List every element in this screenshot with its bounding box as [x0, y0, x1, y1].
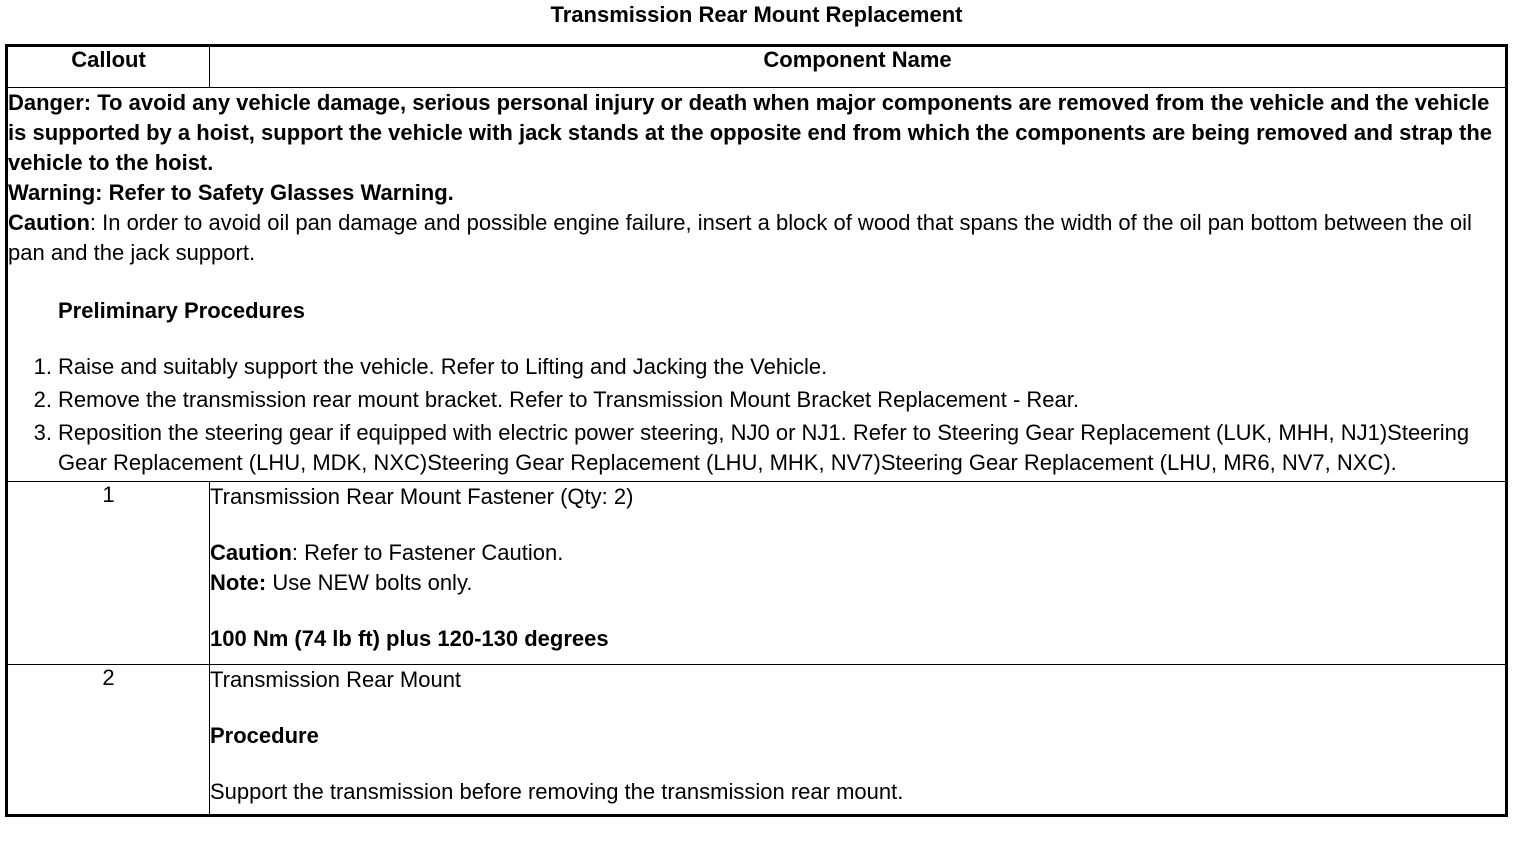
- preliminary-steps-list: [8, 352, 1505, 478]
- torque-spec: 100 Nm (74 lb ft) plus 120-130 degrees: [210, 626, 609, 651]
- list-item: [8, 418, 1505, 478]
- step-text: Reposition the steering gear if equipped with electric power steering, NJ0 or NJ1. Refer to Steering Gear Replacement (LUK, MHH, NJ1)Steering Gear Replacement (LHU, MDK, NXC)Steering Gear Replacement (LHU, MHK, NV7)Steering Gear Replacement (LHU, MR6, NV7, NXC).: [58, 420, 1470, 475]
- procedure-heading: Procedure: [210, 723, 319, 748]
- table-header-row: [7, 46, 1507, 88]
- note-notice: [210, 568, 1505, 598]
- step-text: Remove the transmission rear mount bracket. Refer to Transmission Mount Bracket Replacement - Rear.: [58, 387, 1079, 412]
- component-name: Transmission Rear Mount: [210, 667, 462, 692]
- list-item: [8, 352, 1505, 382]
- intro-cell: [7, 88, 1507, 482]
- caution-notice: [8, 208, 1505, 268]
- component-cell: [210, 665, 1507, 816]
- caution-text: : In order to avoid oil pan damage and possible engine failure, insert a block of wood that spans the width of the oil pan bottom between the oil pan and the jack support.: [8, 210, 1472, 265]
- procedure-text: Support the transmission before removing the transmission rear mount.: [210, 779, 904, 804]
- table-row: [7, 665, 1507, 816]
- step-number: 2.: [33, 387, 52, 412]
- warning-notice: Warning: Refer to Safety Glasses Warning.: [8, 180, 454, 205]
- note-label: Note:: [210, 570, 267, 595]
- page-title: Transmission Rear Mount Replacement: [550, 2, 963, 27]
- table-row: [7, 482, 1507, 665]
- callout-number: 2: [7, 665, 210, 816]
- caution-label: Caution: [8, 210, 90, 235]
- list-item: [8, 385, 1505, 415]
- danger-notice: Danger: To avoid any vehicle damage, serious personal injury or death when major components are removed from the vehicle and the vehicle is supported by a hoist, support the vehicle with jack stands at the opposite end from which the components are being removed and strap the vehicle to the hoist.: [8, 90, 1493, 175]
- intro-row: [7, 88, 1507, 482]
- step-number: 1.: [33, 354, 52, 379]
- caution-notice: [210, 538, 1505, 568]
- component-cell: [210, 482, 1507, 665]
- component-name: Transmission Rear Mount Fastener (Qty: 2): [210, 484, 634, 509]
- preliminary-procedures-heading: Preliminary Procedures: [58, 298, 306, 323]
- caution-label: Caution: [210, 540, 292, 565]
- callout-number: 1: [7, 482, 210, 665]
- step-number: 3.: [33, 420, 52, 445]
- component-name-column-header: Component Name: [210, 46, 1507, 88]
- callout-column-header: Callout: [7, 46, 210, 88]
- note-text: Use NEW bolts only.: [266, 570, 473, 595]
- procedure-table: [5, 44, 1508, 817]
- step-text: Raise and suitably support the vehicle. Refer to Lifting and Jacking the Vehicle.: [58, 354, 828, 379]
- caution-text: : Refer to Fastener Caution.: [291, 540, 564, 565]
